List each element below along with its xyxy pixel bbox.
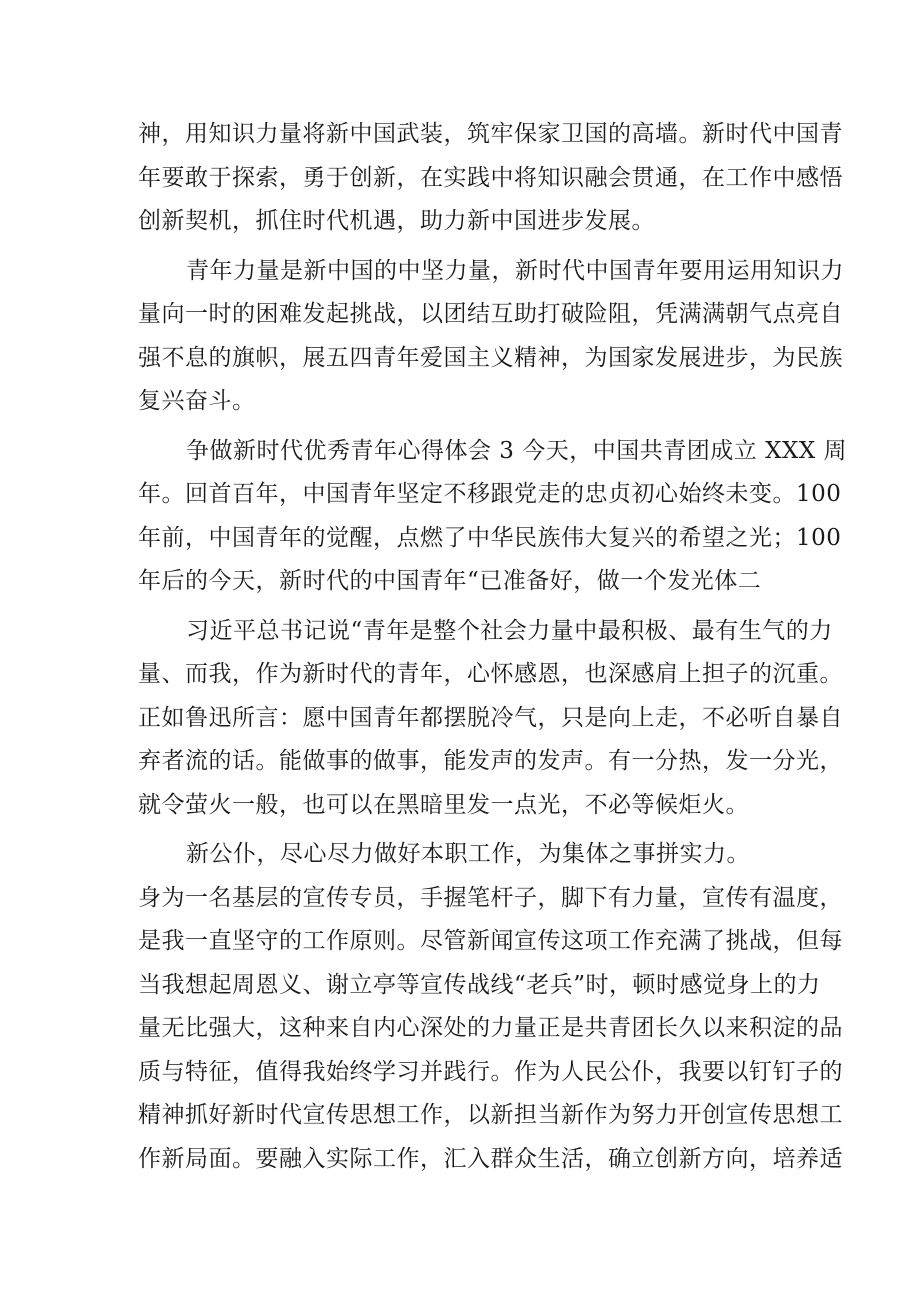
text-line: 弃者流的话。能做事的做事，能发声的发声。有一分热，发一分光， — [138, 748, 843, 774]
text-line: 作新局面。要融入实际工作，汇入群众生活，确立创新方向，培养适 — [138, 1145, 843, 1172]
text-line: 年后的今天，新时代的中国青年“已准备好，做一个发光体二 — [138, 568, 762, 594]
text-line: 量、而我，作为新时代的青年，心怀感恩，也深感肩上担子的沉重。 — [138, 661, 843, 687]
text-line: 量向一时的困难发起挑战，以团结互助打破险阻，凭满满朝气点亮自 — [138, 301, 843, 327]
text-line: 是我一直坚守的工作原则。尽管新闻宣传这项工作充满了挑战，但每 — [138, 928, 843, 954]
text-line: 身为一名基层的宣传专员，手握笔杆子，脚下有力量，宣传有温度， — [138, 884, 843, 911]
text-line: 复兴奋斗。 — [138, 388, 256, 414]
text-line: 年要敢于探索，勇于创新，在实践中将知识融会贯通，在工作中感悟 — [138, 164, 843, 191]
text-line: 质与特征，值得我始终学习并践行。作为人民公仆，我要以钉钉子的 — [138, 1058, 843, 1085]
paragraph-3 — [138, 430, 847, 604]
text-line: 青年力量是新中国的中坚力量，新时代中国青年要用运用知识力 — [186, 257, 844, 284]
text-line: 新公仆，尽心尽力做好本职工作，为集体之事拼实力。 — [186, 841, 750, 867]
text-line: 强不息的旗帜，展五四青年爱国主义精神，为国家发展进步，为民族 — [138, 344, 843, 371]
text-line: 争做新时代优秀青年心得体会 3 今天，中国共青团成立 XXX 周 — [186, 437, 847, 464]
paragraph-2 — [138, 250, 844, 424]
text-line: 精神抓好新时代宣传思想工作，以新担当新作为努力开创宣传思想工 — [138, 1102, 843, 1128]
document-body — [138, 113, 847, 1181]
paragraph-1 — [138, 113, 843, 244]
text-line: 习近平总书记说“青年是整个社会力量中最积极、最有生气的力 — [186, 617, 833, 644]
text-line: 创新契机，抓住时代机遇，助力新中国进步发展。 — [138, 208, 655, 234]
text-line: 量无比强大，这种来自内心深处的力量正是共青团长久以来积淀的品 — [138, 1015, 843, 1041]
text-line: 神，用知识力量将新中国武装，筑牢保家卫国的高墙。新时代中国青 — [138, 121, 843, 147]
paragraph-6 — [138, 877, 843, 1182]
text-line: 当我想起周恩义、谢立亭等宣传战线“老兵”时，顿时感觉身上的力 — [138, 971, 821, 998]
text-line: 年。回首百年，中国青年坚定不移跟党走的忠贞初心始终未变。100 — [138, 481, 842, 507]
text-line: 就令萤火一般，也可以在黑暗里发一点光，不必等候炬火。 — [138, 791, 749, 818]
text-line: 年前，中国青年的觉醒，点燃了中华民族伟大复兴的希望之光；100 — [138, 524, 842, 551]
text-line: 正如鲁迅所言：愿中国青年都摆脱冷气，只是向上走，不必听自暴自 — [138, 704, 843, 731]
paragraph-5 — [138, 833, 798, 877]
paragraph-4 — [138, 610, 843, 828]
